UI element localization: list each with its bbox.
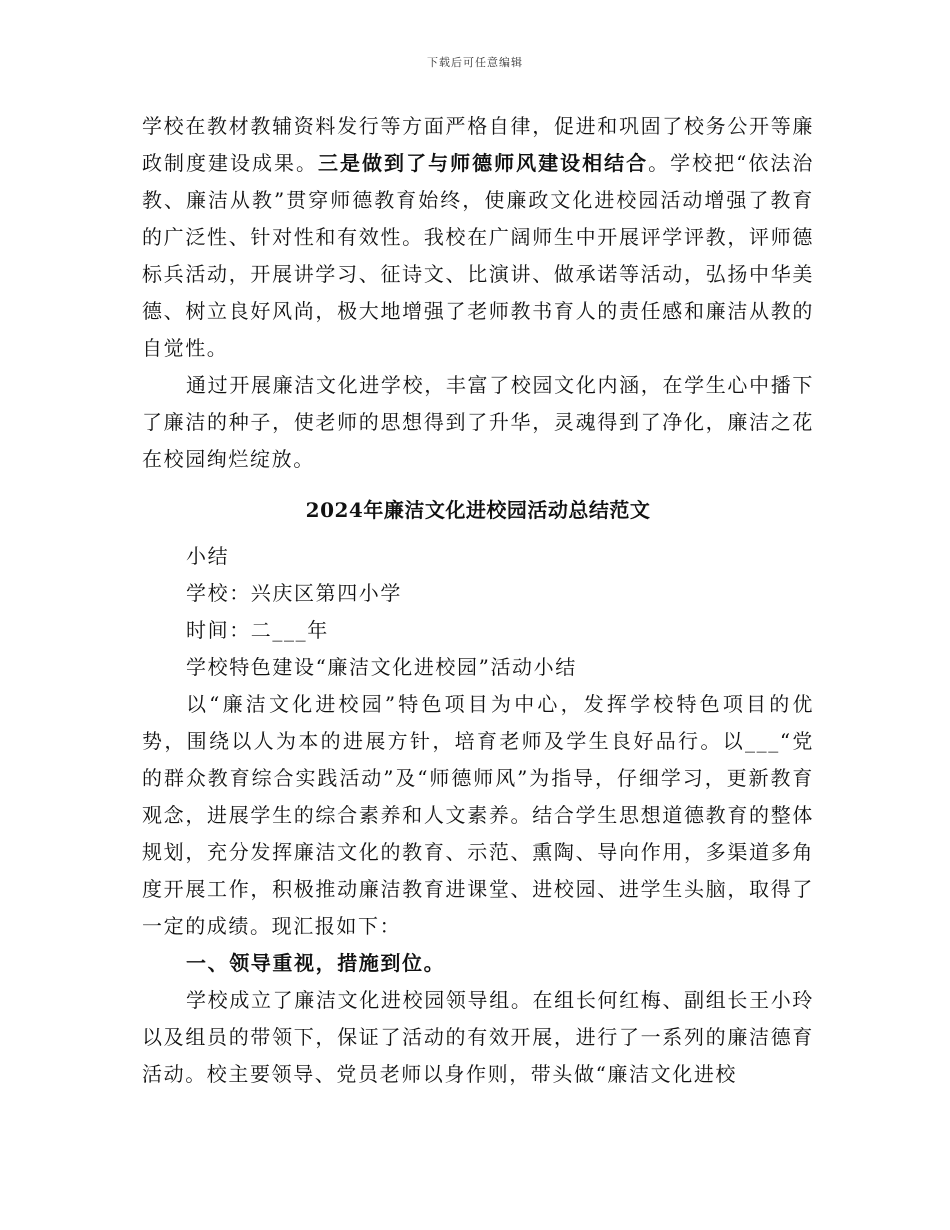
- paragraph-continuation: [142, 108, 814, 367]
- page-header: 下载后可任意编辑: [427, 56, 523, 69]
- school-line: 学校：兴庆区第四小学: [186, 581, 402, 605]
- summary-label: 小结: [186, 544, 230, 568]
- document-title: 2024年廉洁文化进校园活动总结范文: [305, 498, 651, 522]
- paragraph-intro: 以“廉洁文化进校园”特色项目为中心，发挥学校特色项目的优势，围绕以人为本的进展方针，培育老师及学生良好品行。以___“党的群众教育综合实践活动”及“师德师风”为指导，仔细学习，更新教育观念，进展学生的综合素养和人文素养。结合学生思想道德教育的整体规划，充分发挥廉洁文化的教育、示范、熏陶、导向作用，多渠道多角度开展工作，积极推动廉洁教育进课堂、进校园、进学生头脑，取得了一定的成绩。现汇报如下：: [142, 692, 814, 938]
- paragraph-text: 。学校把“依法治教、廉洁从教”贯穿师德教育始终，使廉政文化进校园活动增强了教育的广泛性、针对性和有效性。我校在广阔师生中开展评学评教，评师德标兵活动，开展讲学习、征诗文、比演讲、做承诺等活动，弘扬中华美德、树立良好风尚，极大地增强了老师教书育人的责任感和廉洁从教的自觉性。: [142, 151, 814, 360]
- paragraph-conclusion: 通过开展廉洁文化进学校，丰富了校园文化内涵，在学生心中播下了廉洁的种子，使老师的思想得到了升华，灵魂得到了净化，廉洁之花在校园绚烂绽放。: [142, 373, 814, 471]
- section-heading: 一、领导重视，措施到位。: [186, 951, 446, 975]
- bold-emphasis: 三是做到了与师德师风建设相结合: [318, 151, 649, 175]
- document-body: [142, 108, 814, 1093]
- subtitle-line: 学校特色建设“廉洁文化进校园”活动小结: [186, 655, 577, 679]
- paragraph-text: 学校在教材教辅资料发行等方面严格自律，促进和巩固了校务公开等廉政制度建设成果。: [142, 114, 814, 175]
- paragraph-section-one: 学校成立了廉洁文化进校园领导组。在组长何红梅、副组长王小玲以及组员的带领下，保证了活动的有效开展，进行了一系列的廉洁德育活动。校主要领导、党员老师以身作则，带头做“廉洁文化进校: [142, 988, 814, 1086]
- time-line: 时间：二___年: [186, 618, 329, 642]
